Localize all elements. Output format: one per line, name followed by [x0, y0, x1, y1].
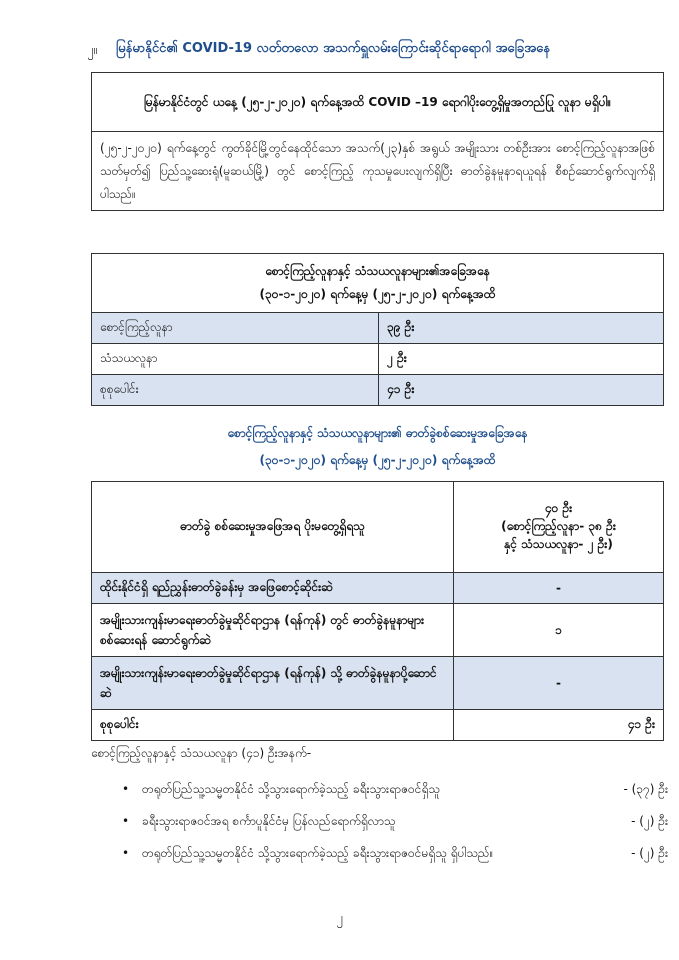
footer-page-number: ၂	[336, 911, 343, 926]
list-item-text: တရုတ်ပြည်သူ့သမ္မတနိုင်ငံ သို့သွားရောက်ခဲ့သည့် ခရီးသွားရာဇဝင်မရှိသူ ရှိပါသည်။	[142, 846, 494, 860]
row-value: -	[454, 657, 664, 710]
list-item-text: ခရီးသွားရာဇဝင်အရ စင်္ကာပူနိုင်ငံမှ ပြန်လည်ရောက်ရှိလာသူ	[142, 814, 396, 828]
header-count-line1: ၄၀ ဦး	[544, 501, 573, 515]
row-value: ၄၁ ဦး	[379, 375, 664, 406]
row-label: စုစုပေါင်း	[92, 375, 379, 406]
page-number: ၂။	[87, 43, 98, 58]
row-value: -	[454, 573, 664, 604]
header-count-line3: နှင့် သံသယလူနာ- ၂ ဦး)	[504, 537, 613, 551]
patient-status-title-line1: စောင့်ကြည့်လူနာနှင့် သံသယလူနာများ၏အခြေအနေ	[265, 264, 490, 278]
row-label: အမျိုးသားကျန်းမာရေးဓာတ်ခွဲမှုဆိုင်ရာဌာန (ရန်ကုန်) သို့ ဓာတ်ခွဲနမူနာပို့ဆောင်ဆဲ	[92, 657, 454, 710]
patient-status-table	[91, 253, 664, 406]
page-heading: မြန်မာနိုင်ငံ၏ COVID-19 လတ်တလော အသက်ရှူလမ်းကြောင်းဆိုင်ရာရောဂါ အခြေအနေ	[116, 41, 550, 56]
patient-status-title-line2: (၃၀-၁-၂၀၂၀) ရက်နေ့မှ (၂၅-၂-၂၀၂၀) ရက်နေ့အထိ	[259, 287, 496, 301]
row-value: ၂ ဦး	[379, 344, 664, 375]
list-item-count: - (၂) ဦး	[631, 814, 668, 828]
list-item-count: - (၂) ဦး	[631, 846, 668, 860]
row-label: အမျိုးသားကျန်းမာရေးဓာတ်ခွဲမှုဆိုင်ရာဌာန (ရန်ကုန်) တွင် ဓာတ်ခွဲနမူနာများစစ်ဆေးရန် ဆောင်ရွက်ဆဲ	[92, 604, 454, 657]
summary-intro: စောင့်ကြည့်လူနာနှင့် သံသယလူနာ (၄၁) ဦးအနက်-	[91, 746, 312, 760]
total-value: ၄၁ ဦး	[454, 710, 664, 741]
row-value: ၁	[454, 604, 664, 657]
total-label: စုစုပေါင်း	[92, 710, 454, 741]
table-row	[92, 604, 664, 657]
summary-list	[120, 778, 668, 874]
bullet-icon: •	[122, 846, 130, 860]
header-negative-label: ဓာတ်ခွဲ စစ်ဆေးမှုအဖြေအရ ပိုးမတွေ့ရှိရသူ	[92, 482, 454, 573]
status-box	[91, 72, 664, 211]
lab-section-title-line2: (၃၀-၁-၂၀၂၀) ရက်နေ့မှ (၂၅-၂-၂၀၂၀) ရက်နေ့အထိ	[259, 453, 496, 467]
list-item-count: - (၃၇) ဦး	[623, 782, 668, 796]
table-row	[92, 657, 664, 710]
list-item	[120, 810, 668, 832]
lab-test-table	[91, 481, 664, 741]
bullet-icon: •	[122, 782, 130, 796]
table-total-row	[92, 710, 664, 741]
bullet-icon: •	[122, 814, 130, 828]
table-row	[92, 313, 664, 344]
lab-section-title-line1: စောင့်ကြည့်လူနာနှင့် သံသယလူနာများ၏ ဓာတ်ခွဲစစ်ဆေးမှုအခြေအနေ	[227, 426, 528, 440]
list-item-text: တရုတ်ပြည်သူ့သမ္မတနိုင်ငံ သို့သွားရောက်ခဲ့သည့် ခရီးသွားရာဇဝင်ရှိသူ	[142, 782, 440, 796]
list-item	[120, 778, 668, 800]
table-row	[92, 375, 664, 406]
table-row	[92, 344, 664, 375]
patient-status-table-title	[92, 254, 664, 313]
table-row	[92, 573, 664, 604]
status-box-body: (၂၅-၂-၂၀၂၀) ရက်နေ့တွင် ကွတ်ခိုင်မြို့တွင်နေထိုင်သော အသက်(၂၃)နှစ် အရွယ် အမျိုးသား တစ်ဦးအား စောင့်ကြည့်လူနာအဖြစ်သတ်မှတ်၍ ပြည်သူ့ဆေးရုံ(မူဆယ်မြို့) တွင် စောင့်ကြည့် ကုသမှုပေးလျက်ရှိပြီး ဓာတ်ခွဲနမူနာရယူရန် စီစဉ်ဆောင်ရွက်လျက်ရှိပါသည်။	[92, 132, 664, 211]
table-header-row	[92, 482, 664, 573]
list-item	[120, 842, 668, 864]
row-value: ၃၉ ဦး	[379, 313, 664, 344]
header-count-line2: (စောင့်ကြည့်လူနာ- ၃၈ ဦး	[501, 519, 616, 533]
header-negative-count	[454, 482, 664, 573]
row-label: စောင့်ကြည့်လူနာ	[92, 313, 379, 344]
row-label: ထိုင်းနိုင်ငံရှိ ရည်ညွှန်းဓာတ်ခွဲခန်းမှ အဖြေစောင့်ဆိုင်းဆဲ	[92, 573, 454, 604]
status-box-title: မြန်မာနိုင်ငံတွင် ယနေ့ (၂၅-၂-၂၀၂၀) ရက်နေ့အထိ COVID –19 ရောဂါပိုးတွေ့ရှိမှုအတည်ပြု လူနာ မရှိပါ။	[92, 73, 664, 132]
row-label: သံသယလူနာ	[92, 344, 379, 375]
